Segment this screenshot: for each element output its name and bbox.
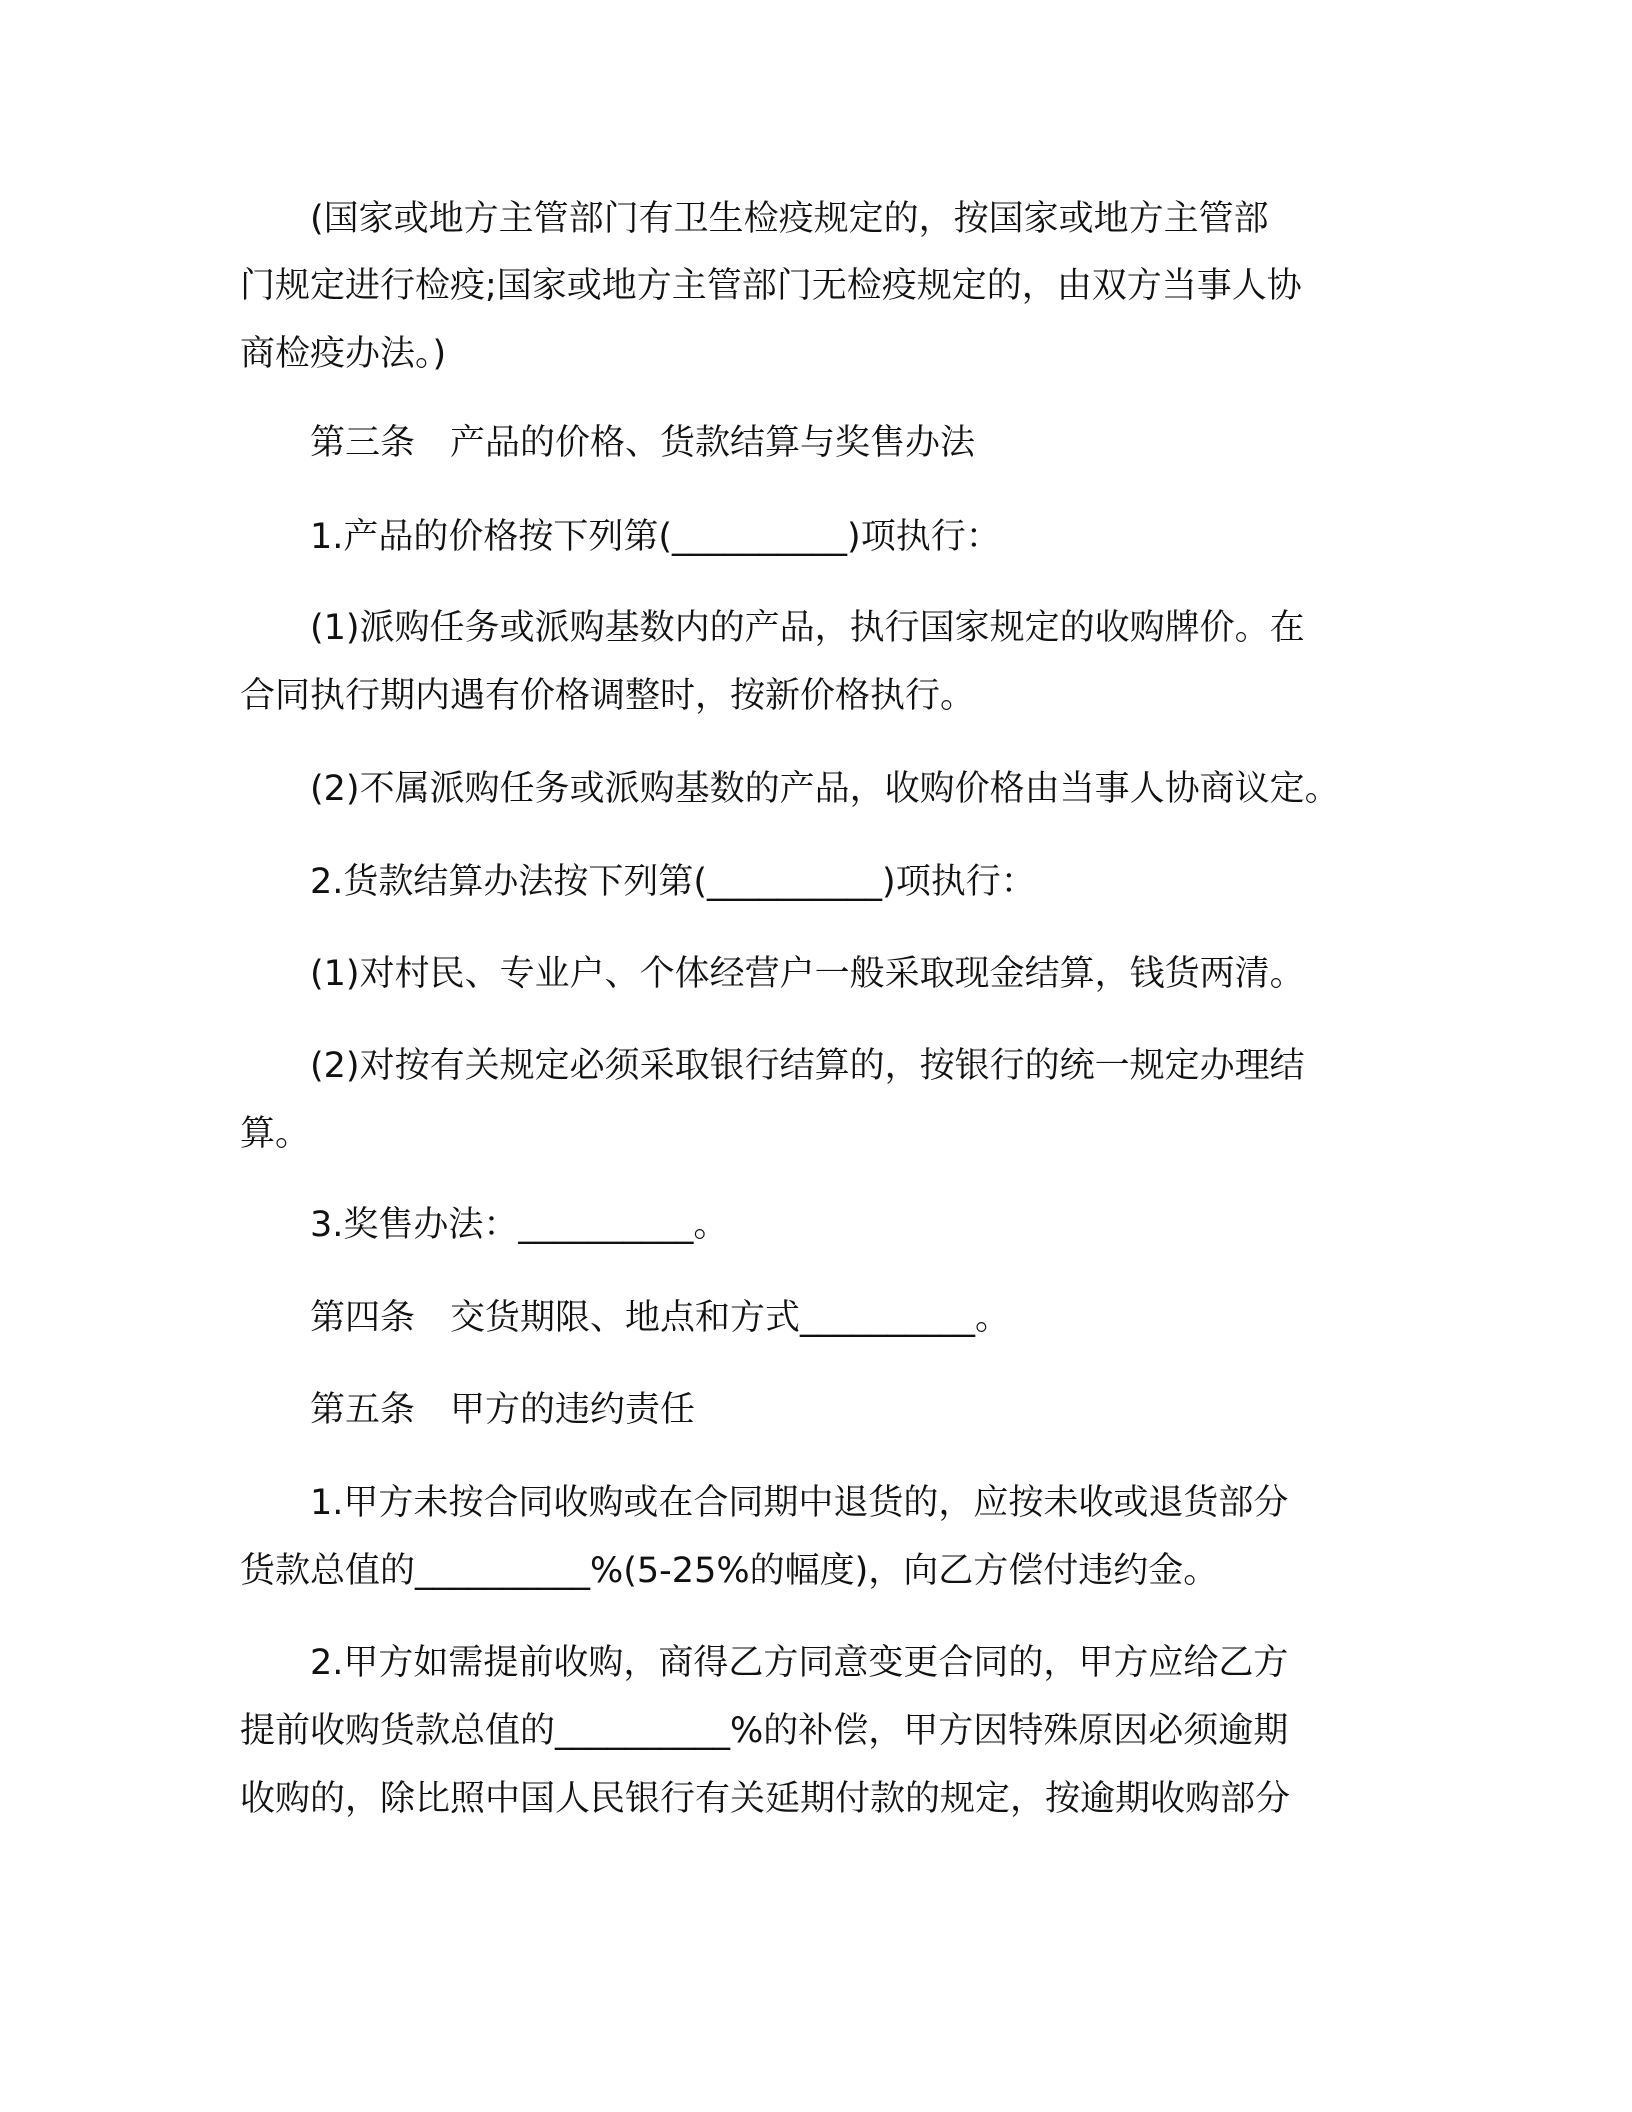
paragraph-line: 商检疫办法。): [240, 334, 447, 374]
article-heading: 第三条 产品的价格、货款结算与奖售办法: [240, 423, 976, 463]
paragraph-line: 收购的，除比照中国人民银行有关延期付款的规定，按逾期收购部分: [240, 1779, 1291, 1819]
paragraph-line: 2.甲方如需提前收购，商得乙方同意变更合同的，甲方应给乙方: [240, 1643, 1289, 1683]
paragraph-line: (2)不属派购任务或派购基数的产品，收购价格由当事人协商议定。: [240, 769, 1340, 809]
paragraph-line: (1)对村民、专业户、个体经营户一般采取现金结算，钱货两清。: [240, 954, 1305, 994]
paragraph-line: (1)派购任务或派购基数内的产品，执行国家规定的收购牌价。在: [240, 608, 1305, 648]
paragraph-line: 合同执行期内遇有价格调整时，按新价格执行。: [240, 676, 976, 716]
paragraph-line: 提前收购货款总值的__________%的补偿，甲方因特殊原因必须逾期: [240, 1711, 1289, 1751]
paragraph-line: 2.货款结算办法按下列第(__________)项执行：: [240, 862, 1036, 902]
paragraph-line: 3.奖售办法：__________。: [240, 1205, 729, 1245]
article-heading: 第五条 甲方的违约责任: [240, 1390, 696, 1430]
paragraph-line: 货款总值的__________%(5-25%的幅度)，向乙方偿付违约金。: [240, 1551, 1219, 1591]
article-heading: 第四条 交货期限、地点和方式__________。: [240, 1298, 1011, 1338]
paragraph-line: 1.甲方未按合同收购或在合同期中退货的，应按未收或退货部分: [240, 1483, 1289, 1523]
paragraph-line: (国家或地方主管部门有卫生检疫规定的，按国家或地方主管部: [240, 199, 1269, 239]
paragraph-line: (2)对按有关规定必须采取银行结算的，按银行的统一规定办理结: [240, 1046, 1305, 1086]
paragraph-line: 算。: [240, 1114, 311, 1154]
paragraph-line: 1.产品的价格按下列第(__________)项执行：: [240, 517, 1001, 557]
paragraph-line: 门规定进行检疫;国家或地方主管部门无检疫规定的，由双方当事人协: [240, 266, 1302, 306]
